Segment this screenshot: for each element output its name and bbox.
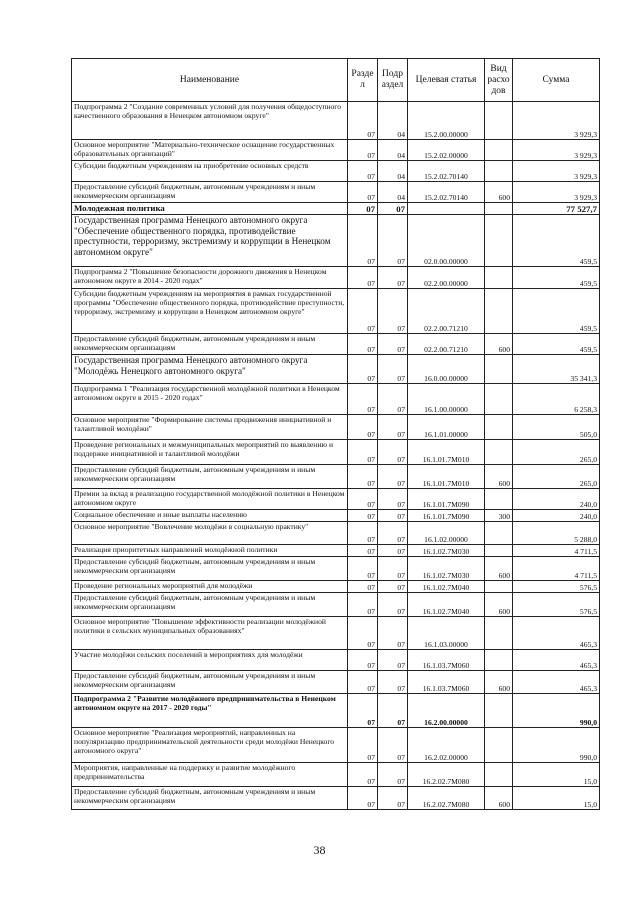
row-sum: 3 929,3 (513, 182, 600, 203)
row-razdel: 07 (348, 728, 378, 763)
row-sum: 459,5 (513, 334, 600, 355)
row-vid: 600 (485, 593, 513, 617)
row-name: Подпрограмма 1 "Реализация государственной молодёжной политики в Ненецком автономном округе в 2015 - 2020 годах" (72, 384, 348, 415)
row-razdel: 07 (348, 203, 378, 215)
table-body (72, 102, 600, 810)
row-podrazdel: 07 (378, 384, 408, 415)
row-vid (485, 489, 513, 510)
row-sum: 77 527,7 (513, 203, 600, 215)
row-vid (485, 140, 513, 161)
row-razdel: 07 (348, 522, 378, 545)
row-sum: 5 288,0 (513, 522, 600, 545)
row-target: 02.2.00.71210 (408, 289, 485, 334)
row-podrazdel: 07 (378, 787, 408, 810)
row-razdel: 07 (348, 545, 378, 557)
row-name: Подпрограмма 2 "Повышение безопасности дорожного движения в Ненецком автономном округе в 2014 - 2020 годах" (72, 267, 348, 289)
row-target: 02.2.00.00000 (408, 267, 485, 289)
row-razdel: 07 (348, 763, 378, 787)
row-razdel: 07 (348, 489, 378, 510)
row-name: Подпрограмма 2 "Развитие молодёжного предпринимательства в Ненецком автономном округе на 2017 - 2020 годы" (72, 694, 348, 728)
row-razdel: 07 (348, 102, 378, 140)
row-target: 16.1.02.7М040 (408, 593, 485, 617)
row-name: Премии за вклад в реализацию государственной молодёжной политики в Ненецком автономном округе (72, 489, 348, 510)
header-vid: Вид расхо дов (485, 59, 513, 102)
row-razdel: 07 (348, 671, 378, 694)
row-podrazdel: 07 (378, 465, 408, 489)
row-sum: 3 929,3 (513, 161, 600, 182)
row-target: 16.2.02.7М080 (408, 787, 485, 810)
row-sum: 459,5 (513, 215, 600, 267)
row-vid: 600 (485, 334, 513, 355)
header-sum: Сумма (513, 59, 600, 102)
row-podrazdel: 07 (378, 440, 408, 465)
row-name: Основное мероприятие "Формирование системы продвижения инициативной и талантливой молодёжи" (72, 415, 348, 440)
row-vid (485, 522, 513, 545)
document-page (71, 58, 599, 810)
row-sum: 465,3 (513, 617, 600, 650)
row-sum: 990,0 (513, 694, 600, 728)
row-podrazdel: 04 (378, 140, 408, 161)
row-razdel: 07 (348, 593, 378, 617)
row-name: Основное мероприятие "Вовлечение молодёжи в социальную практику" (72, 522, 348, 545)
row-vid (485, 440, 513, 465)
row-target: 15.2.02.70140 (408, 161, 485, 182)
row-podrazdel: 07 (378, 203, 408, 215)
row-razdel: 07 (348, 182, 378, 203)
row-podrazdel: 07 (378, 671, 408, 694)
row-sum: 505,0 (513, 415, 600, 440)
row-vid (485, 650, 513, 671)
row-vid (485, 161, 513, 182)
header-podrazdel: Подр аздел (378, 59, 408, 102)
row-target: 16.1.03.7М060 (408, 671, 485, 694)
row-sum: 576,5 (513, 593, 600, 617)
row-name: Предоставление субсидий бюджетным, автономным учреждениям и иным некоммерческим организациям (72, 334, 348, 355)
row-vid (485, 289, 513, 334)
row-vid (485, 215, 513, 267)
row-podrazdel: 07 (378, 522, 408, 545)
row-razdel: 07 (348, 465, 378, 489)
row-vid: 600 (485, 557, 513, 581)
row-target: 02.2.00.71210 (408, 334, 485, 355)
row-vid (485, 728, 513, 763)
row-name: Предоставление субсидий бюджетным, автономным учреждениям и иным некоммерческим организациям (72, 557, 348, 581)
row-name: Проведение региональных и межмуниципальных мероприятий по выявлению и поддержке инициативной и талантливой молодёжи (72, 440, 348, 465)
row-name: Государственная программа Ненецкого автономного округа "Обеспечение общественного порядка, противодействие преступности, терроризму, экстремизму и коррупции в Ненецком автономном округе" (72, 215, 348, 267)
row-sum: 6 258,3 (513, 384, 600, 415)
row-podrazdel: 04 (378, 161, 408, 182)
row-vid (485, 267, 513, 289)
row-vid (485, 384, 513, 415)
row-target: 16.1.01.7М010 (408, 465, 485, 489)
row-name: Социальное обеспечение и иные выплаты населению (72, 510, 348, 522)
header-name: Наименование (72, 59, 348, 102)
row-razdel: 07 (348, 289, 378, 334)
row-name: Предоставление субсидий бюджетным, автономным учреждениям и иным некоммерческим организациям (72, 671, 348, 694)
row-target: 16.1.00.00000 (408, 384, 485, 415)
row-vid (485, 545, 513, 557)
row-name: Субсидии бюджетным учреждениям на мероприятия в рамках государственной программы "Обеспечение общественного порядка, противодействие преступности, терроризму, экстремизму и коррупции в Ненецком автономном округе" (72, 289, 348, 334)
row-razdel: 07 (348, 440, 378, 465)
row-podrazdel: 07 (378, 267, 408, 289)
row-sum: 35 341,3 (513, 355, 600, 384)
row-target: 16.1.01.7М090 (408, 489, 485, 510)
row-vid (485, 415, 513, 440)
row-podrazdel: 07 (378, 289, 408, 334)
budget-table (71, 58, 600, 810)
row-sum: 265,0 (513, 440, 600, 465)
row-vid (485, 617, 513, 650)
row-name: Участие молодёжи сельских поселений в мероприятиях для молодёжи (72, 650, 348, 671)
row-sum: 4 711,5 (513, 557, 600, 581)
row-podrazdel: 07 (378, 415, 408, 440)
row-vid (485, 694, 513, 728)
row-sum: 576,5 (513, 581, 600, 593)
header-razdel: Разде л (348, 59, 378, 102)
row-podrazdel: 07 (378, 763, 408, 787)
row-razdel: 07 (348, 355, 378, 384)
row-name: Проведение региональных мероприятий для молодёжи (72, 581, 348, 593)
row-sum: 3 929,3 (513, 102, 600, 140)
row-podrazdel: 07 (378, 581, 408, 593)
row-vid: 600 (485, 671, 513, 694)
row-podrazdel: 07 (378, 510, 408, 522)
row-vid (485, 203, 513, 215)
row-target: 02.0.00.00000 (408, 215, 485, 267)
row-name: Предоставление субсидий бюджетным, автономным учреждениям и иным некоммерческим организациям (72, 593, 348, 617)
row-podrazdel: 07 (378, 489, 408, 510)
row-target (408, 203, 485, 215)
row-target: 15.2.00.00000 (408, 102, 485, 140)
row-sum: 459,5 (513, 289, 600, 334)
row-target: 16.2.02.00000 (408, 728, 485, 763)
row-razdel: 07 (348, 617, 378, 650)
row-name: Молодежная политика (72, 203, 348, 215)
row-sum: 240,0 (513, 489, 600, 510)
row-target: 16.0.00.00000 (408, 355, 485, 384)
row-name: Реализация приоритетных направлений молодёжной политики (72, 545, 348, 557)
row-vid (485, 355, 513, 384)
row-target: 16.1.01.7М010 (408, 440, 485, 465)
row-vid (485, 102, 513, 140)
row-target: 15.2.02.00000 (408, 140, 485, 161)
row-razdel: 07 (348, 650, 378, 671)
header-target: Целевая статья (408, 59, 485, 102)
row-target: 16.1.01.00000 (408, 415, 485, 440)
row-razdel: 07 (348, 557, 378, 581)
row-sum: 240,0 (513, 510, 600, 522)
row-podrazdel: 07 (378, 545, 408, 557)
row-sum: 3 929,3 (513, 140, 600, 161)
row-podrazdel: 07 (378, 334, 408, 355)
row-podrazdel: 07 (378, 593, 408, 617)
row-vid: 300 (485, 510, 513, 522)
row-razdel: 07 (348, 415, 378, 440)
row-target: 16.1.02.00000 (408, 522, 485, 545)
row-podrazdel: 07 (378, 728, 408, 763)
row-razdel: 07 (348, 787, 378, 810)
row-vid: 600 (485, 465, 513, 489)
row-vid: 600 (485, 182, 513, 203)
row-razdel: 07 (348, 267, 378, 289)
row-razdel: 07 (348, 581, 378, 593)
row-name: Предоставление субсидий бюджетным, автономным учреждениям и иным некоммерческим организациям (72, 787, 348, 810)
row-podrazdel: 07 (378, 650, 408, 671)
row-name: Основное мероприятие "Материально-техническое оснащение государственных образовательных организаций" (72, 140, 348, 161)
row-razdel: 07 (348, 510, 378, 522)
row-podrazdel: 07 (378, 355, 408, 384)
row-target: 16.1.01.7М090 (408, 510, 485, 522)
row-name: Основное мероприятие "Повышение эффективности реализации молодёжной политики в сельских муниципальных образованиях" (72, 617, 348, 650)
row-target: 16.1.03.7М060 (408, 650, 485, 671)
row-razdel: 07 (348, 215, 378, 267)
page-number: 38 (313, 843, 326, 857)
row-vid: 600 (485, 787, 513, 810)
row-razdel: 07 (348, 694, 378, 728)
row-podrazdel: 07 (378, 617, 408, 650)
row-name: Предоставление субсидий бюджетным, автономным учреждениям и иным некоммерческим организациям (72, 465, 348, 489)
row-target: 16.1.03.00000 (408, 617, 485, 650)
row-razdel: 07 (348, 161, 378, 182)
row-podrazdel: 04 (378, 102, 408, 140)
row-podrazdel: 07 (378, 557, 408, 581)
row-razdel: 07 (348, 334, 378, 355)
row-podrazdel: 07 (378, 215, 408, 267)
row-name: Субсидии бюджетным учреждениям на приобретение основных средств (72, 161, 348, 182)
row-name: Основное мероприятие "Реализация мероприятий, направленных на популяризацию предпринимательской деятельности среди молодёжи Ненецкого автономного округа" (72, 728, 348, 763)
row-target: 16.2.02.7М080 (408, 763, 485, 787)
row-name: Подпрограмма 2 "Создание современных условий для получения общедоступного качественного образования в Ненецком автономном округе" (72, 102, 348, 140)
row-sum: 15,0 (513, 787, 600, 810)
row-sum: 990,0 (513, 728, 600, 763)
row-sum: 459,5 (513, 267, 600, 289)
row-target: 15.2.02.70140 (408, 182, 485, 203)
table-header-row (72, 59, 600, 102)
row-target: 16.1.02.7М030 (408, 545, 485, 557)
row-target: 16.1.02.7М040 (408, 581, 485, 593)
row-name: Предоставление субсидий бюджетным, автономным учреждениям и иным некоммерческим организациям (72, 182, 348, 203)
row-target: 16.2.00.00000 (408, 694, 485, 728)
row-razdel: 07 (348, 140, 378, 161)
row-sum: 465,3 (513, 671, 600, 694)
row-razdel: 07 (348, 384, 378, 415)
row-sum: 4 711,5 (513, 545, 600, 557)
row-name: Мероприятия, направленные на поддержку и развитие молодёжного предпринимательства (72, 763, 348, 787)
row-name: Государственная программа Ненецкого автономного округа "Молодёжь Ненецкого автономного округа" (72, 355, 348, 384)
row-vid (485, 763, 513, 787)
row-target: 16.1.02.7М030 (408, 557, 485, 581)
row-sum: 465,3 (513, 650, 600, 671)
row-podrazdel: 07 (378, 694, 408, 728)
row-podrazdel: 04 (378, 182, 408, 203)
row-sum: 15,0 (513, 763, 600, 787)
row-sum: 265,0 (513, 465, 600, 489)
row-vid (485, 581, 513, 593)
